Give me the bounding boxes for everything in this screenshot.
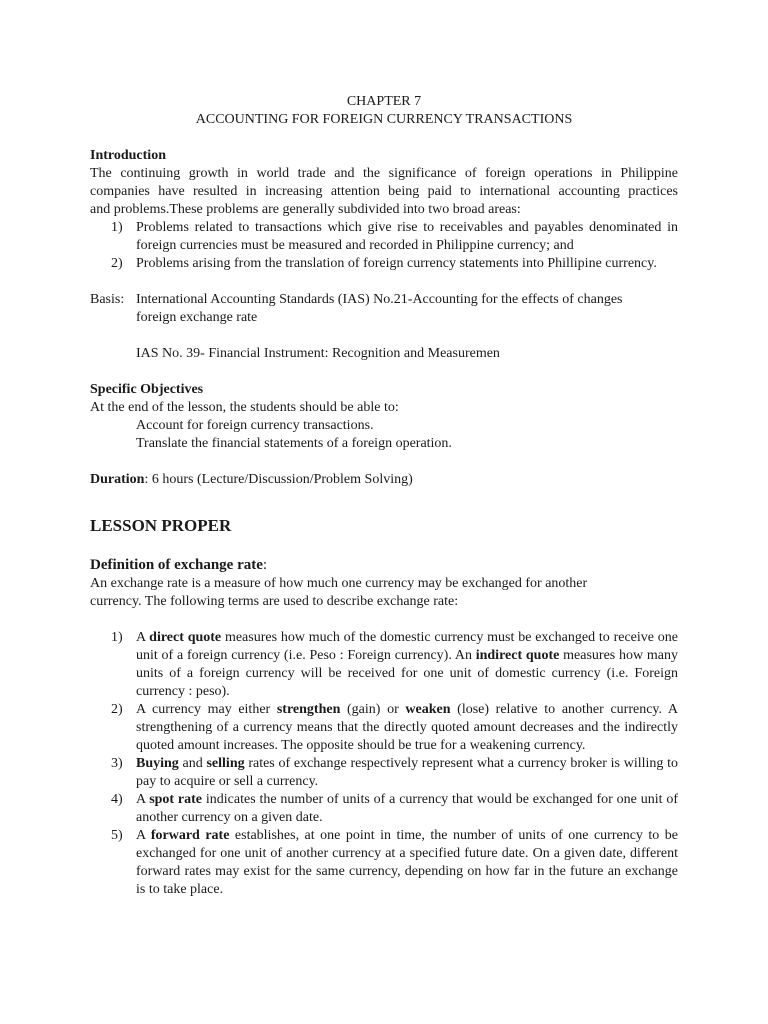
- list-item: 5) A forward rate establishes, at one point in time, the number of units of one currency to be exchanged for one unit of another currency at a specified future date. On a given date, different forward rates may exist for the same currency, depending on how far in the future an exchange is to take place.: [111, 828, 679, 897]
- basis-label: Basis:: [90, 292, 125, 307]
- basis-line-2: foreign exchange rate: [136, 310, 258, 325]
- intro-line-1: The continuing growth in world trade and the significance of foreign operations in Philippine: [90, 166, 678, 181]
- definition-line-1: An exchange rate is a measure of how much one currency may be exchanged for another: [90, 576, 588, 591]
- basis-block: [90, 291, 678, 363]
- duration-line: [90, 471, 678, 489]
- document-page: [90, 93, 678, 899]
- list-item: 2) Problems arising from the translation of foreign currency statements into Phillipine currency.: [111, 256, 657, 271]
- definition-heading: Definition of exchange rate:: [90, 557, 268, 573]
- duration-label: Duration: [90, 472, 145, 487]
- chapter-title: ACCOUNTING FOR FOREIGN CURRENCY TRANSACTIONS: [195, 112, 573, 127]
- list-item: 2) A currency may either strengthen (gain) or weaken (lose) relative to another currency. A strengthening of a currency means that the directly quoted amount decreases and the indirectly quoted amount increases. The opposite should be true for a weakening currency.: [111, 702, 678, 753]
- objective-item: Account for foreign currency transactions.: [136, 418, 374, 433]
- definition-line-2: currency. The following terms are used to describe exchange rate:: [90, 594, 459, 609]
- list-item: 4) A spot rate indicates the number of units of a currency that would be exchanged for one unit of another currency on a given date.: [111, 792, 678, 825]
- objectives-intro: At the end of the lesson, the students should be able to:: [90, 400, 399, 415]
- basis-line-1: International Accounting Standards (IAS) No.21-Accounting for the effects of changes: [136, 292, 623, 307]
- lesson-proper-heading: LESSON PROPER: [90, 516, 232, 535]
- objectives-heading: Specific Objectives: [90, 382, 204, 397]
- introduction-heading: Introduction: [90, 148, 166, 163]
- basis-line-3: IAS No. 39- Financial Instrument: Recognition and Measuremen: [136, 346, 500, 361]
- intro-line-2: companies have resulted in increasing attention being paid to international accounting practices: [90, 184, 678, 199]
- objective-item: Translate the financial statements of a foreign operation.: [136, 436, 452, 451]
- terms-list: [90, 629, 678, 899]
- intro-line-3: and problems.These problems are generally subdivided into two broad areas:: [90, 202, 521, 217]
- chapter-number: CHAPTER 7: [346, 94, 422, 109]
- list-item: 1) Problems related to transactions which give rise to receivables and payables denominated in foreign currencies must be measured and recorded in Philippine currency; and: [111, 220, 678, 253]
- list-item: 3) Buying and selling rates of exchange respectively represent what a currency broker is willing to pay to acquire or sell a currency.: [111, 756, 678, 789]
- duration-value: : 6 hours (Lecture/Discussion/Problem Solving): [144, 472, 413, 487]
- problem-list: [90, 219, 678, 273]
- list-item: 1) A direct quote measures how much of the domestic currency must be exchanged to receive one unit of a foreign currency (i.e. Peso : Foreign currency). An indirect quote measures how many units of a foreign currency will be received for one unit of domestic currency (i.e. Foreign currency : peso).: [111, 630, 678, 699]
